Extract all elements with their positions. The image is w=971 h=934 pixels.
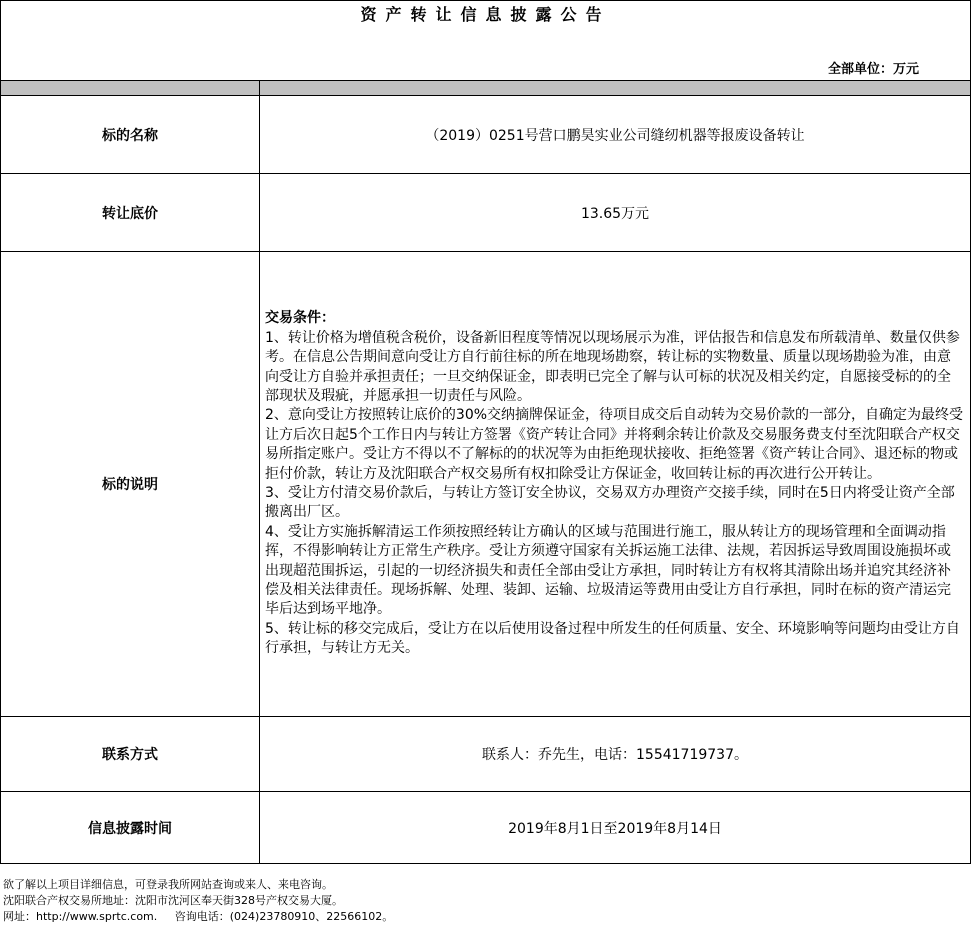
value-reserve-price: 13.65万元	[260, 174, 971, 252]
description-body	[260, 275, 970, 692]
footer-address: 沈阳联合产权交易所地址：沈阳市沈河区奉天街328号产权交易大厦。	[3, 894, 343, 907]
table-row-price	[1, 174, 971, 252]
label-description: 标的说明	[1, 252, 260, 717]
value-contact: 联系人：乔先生，电话：15541719737。	[260, 717, 971, 792]
table-row-description	[1, 252, 971, 717]
table-row-disclosure-time	[1, 792, 971, 864]
value-subject-name: （2019）0251号营口鹏昊实业公司缝纫机器等报废设备转让	[260, 96, 971, 174]
header-cell-right	[260, 81, 971, 96]
description-heading: 交易条件：	[265, 310, 335, 327]
label-disclosure-time: 信息披露时间	[1, 792, 260, 864]
value-description	[260, 252, 971, 717]
table-row-contact	[1, 717, 971, 792]
unit-note: 全部单位：万元	[827, 62, 919, 77]
footer-website-phone: 网址：http://www.sprtc.com. 咨询电话：(024)23780910、22566102。	[3, 910, 394, 923]
label-contact: 联系方式	[1, 717, 260, 792]
disclosure-table	[0, 80, 971, 864]
value-disclosure-time: 2019年8月1日至2019年8月14日	[260, 792, 971, 864]
label-reserve-price: 转让底价	[1, 174, 260, 252]
table-header-row	[1, 81, 971, 96]
footer-info	[3, 877, 393, 925]
table-row-name	[1, 96, 971, 174]
description-paragraph: 4、受让方实施拆解清运工作须按照经转让方确认的区域与范围进行施工，服从转让方的现场管理和全面调动指挥，不得影响转让方正常生产秩序。受让方须遵守国家有关拆运施工法律、法规，若因拆运导致周围设施损坏或出现超范围拆运，引起的一切经济损失和责任全部由受让方承担，同时转让方有权将其清除出场并追究其经济补偿及相关法律责任。现场拆解、处理、装卸、运输、垃圾清运等费用由受让方自行承担，同时在标的资产清运完毕后达到场平地净。	[265, 523, 951, 618]
description-paragraph: 2、意向受让方按照转让底价的30%交纳摘牌保证金，待项目成交后自动转为交易价款的一部分，自确定为最终受让方后次日起5个工作日内与转让方签署《资产转让合同》并将剩余转让价款及交易服务费支付至沈阳联合产权交易所指定账户。受让方不得以不了解标的的状况等为由拒绝现状接收、拒绝签署《资产转让合同》、退还标的物或拒付价款，转让方及沈阳联合产权交易所有权扣除受让方保证金，收回转让标的再次进行公开转让。	[265, 407, 964, 482]
footer-inquiry-note: 欲了解以上项目详细信息，可登录我所网站查询或来人、来电咨询。	[3, 878, 333, 891]
label-subject-name: 标的名称	[1, 96, 260, 174]
description-paragraph: 3、受让方付清交易价款后，与转让方签订安全协议，交易双方办理资产交接手续，同时在5日内将受让资产全部搬离出厂区。	[265, 485, 955, 521]
description-paragraph: 1、转让价格为增值税含税价，设备新旧程度等情况以现场展示为准，评估报告和信息发布所载清单、数量仅供参考。在信息公告期间意向受让方自行前往标的所在地现场勘察，转让标的实物数量、质量以现场勘验为准，由意向受让方自验并承担责任；一旦交纳保证金，即表明已完全了解与认可标的状况及相关约定，自愿接受标的的全部现状及瑕疵，并愿承担一切责任与风险。	[265, 329, 960, 404]
description-paragraph: 5、转让标的移交完成后，受让方在以后使用设备过程中所发生的任何质量、安全、环境影响等问题均由受让方自行承担，与转让方无关。	[265, 620, 960, 657]
header-cell-left	[1, 81, 260, 96]
page-title: 资产转让信息披露公告	[360, 5, 611, 24]
